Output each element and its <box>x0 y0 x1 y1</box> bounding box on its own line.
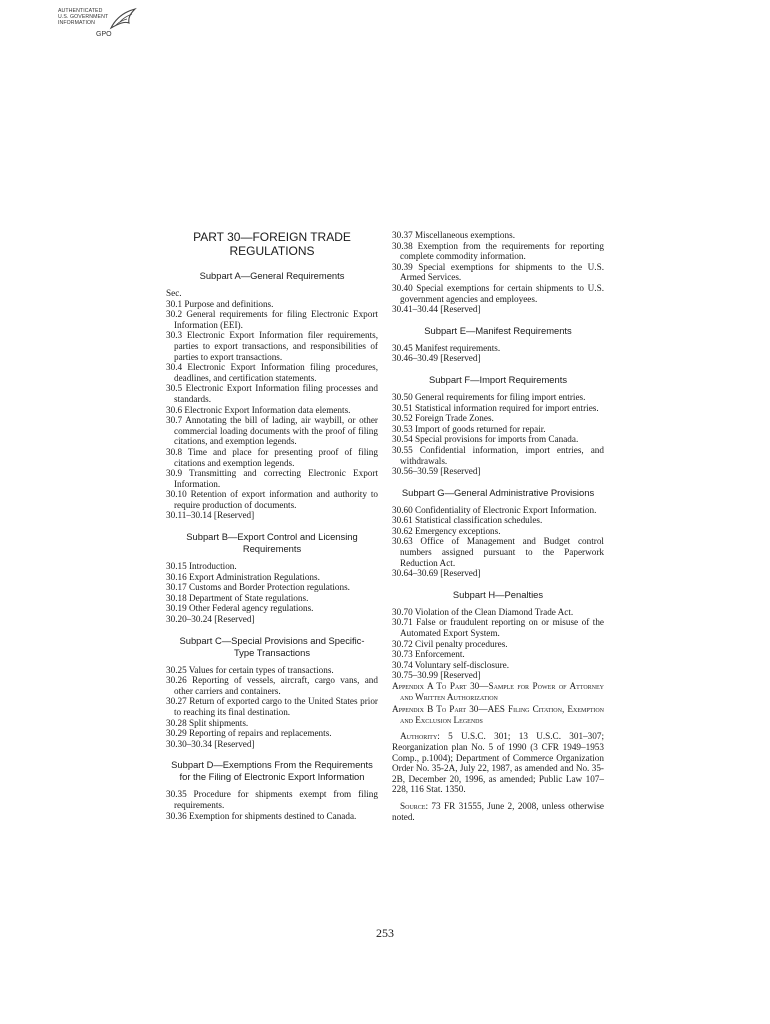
toc-entry: 30.16 Export Administration Regulations. <box>166 571 320 582</box>
toc-entry: 30.46–30.49 [Reserved] <box>392 353 481 364</box>
toc-entry: 30.17 Customs and Border Protection regulations. <box>166 582 350 593</box>
toc-entry: 30.50 General requirements for filing import entries. <box>392 391 586 402</box>
subpart-b-heading: Subpart B—Export Control and Licensing Requirements <box>186 531 358 555</box>
authority-paragraph <box>392 731 604 795</box>
toc-entry: 30.52 Foreign Trade Zones. <box>392 413 494 424</box>
toc-entry: 30.53 Import of goods returned for repair. <box>392 423 546 434</box>
subpart-d-list <box>166 789 378 821</box>
toc-entry: 30.62 Emergency exceptions. <box>392 525 501 536</box>
toc-entry: 30.75–30.99 [Reserved] <box>392 670 481 681</box>
source-text: 73 FR 31555, June 2, 2008, unless otherwise noted. <box>392 800 605 822</box>
part-title-line: PART 30—FOREIGN TRADE <box>193 230 351 244</box>
toc-entry: 30.64–30.69 [Reserved] <box>392 568 481 579</box>
subpart-c-list <box>166 665 378 750</box>
subpart-g-heading: Subpart G—General Administrative Provisions <box>401 486 595 498</box>
appendix-b-entry: Appendix B To Part 30—AES Filing Citation, Exemption and Exclusion Legends <box>392 704 604 725</box>
toc-entry: 30.38 Exemption from the requirements for reporting complete commodity information. <box>392 240 604 262</box>
section-label: Sec. <box>166 288 182 298</box>
authority-text: 5 U.S.C. 301; 13 U.S.C. 301–307; Reorganization plan No. 5 of 1990 (3 CFR 1949–1953 Comp., p.1004); Department of Commerce Organization Order No. 35-2A, July 22, 1987, as amended and No. 35-2B, December 20, 1996, as amended; Public Law 107–228, 116 Stat. 1350. <box>392 731 604 795</box>
toc-entry: 30.70 Violation of the Clean Diamond Trade Act. <box>392 606 574 617</box>
subpart-a-heading: Subpart A—General Requirements <box>199 270 345 281</box>
right-column <box>392 230 604 822</box>
part-title <box>166 230 378 258</box>
toc-entry: 30.30–30.34 [Reserved] <box>166 738 255 749</box>
toc-entry: 30.1 Purpose and definitions. <box>166 298 274 309</box>
toc-entry: 30.25 Values for certain types of transactions. <box>166 664 334 675</box>
toc-entry: 30.39 Special exemptions for shipments to the U.S. Armed Services. <box>392 261 604 283</box>
subpart-e-heading: Subpart E—Manifest Requirements <box>424 324 572 336</box>
toc-entry: 30.45 Manifest requirements. <box>392 342 501 353</box>
subpart-a-list <box>166 299 378 521</box>
subpart-h-heading: Subpart H—Penalties <box>452 588 544 600</box>
toc-entry: 30.10 Retention of export information and authority to require production of documents. <box>166 489 378 510</box>
toc-entry: 30.6 Electronic Export Information data elements. <box>166 404 351 415</box>
page-number: 253 <box>376 926 394 940</box>
toc-entry: 30.56–30.59 [Reserved] <box>392 466 481 477</box>
toc-entry: 30.74 Voluntary self-disclosure. <box>392 659 510 670</box>
toc-entry: 30.4 Electronic Export Information filing procedures, deadlines, and certification statements. <box>166 362 378 383</box>
toc-entry: 30.40 Special exemptions for certain shipments to U.S. government agencies and employees. <box>392 282 604 304</box>
toc-entry: 30.20–30.24 [Reserved] <box>166 614 255 625</box>
toc-entry: 30.35 Procedure for shipments exempt from filing requirements. <box>166 789 378 810</box>
subpart-d-heading: Subpart D—Exemptions From the Requirements for the Filing of Electronic Export Information <box>171 759 373 783</box>
toc-entry: 30.60 Confidentiality of Electronic Export Information. <box>392 504 597 515</box>
toc-entry: 30.37 Miscellaneous exemptions. <box>392 230 515 240</box>
toc-entry: 30.63 Office of Management and Budget control numbers assigned pursuant to the Paperwork Reduction Act. <box>392 536 604 568</box>
left-column <box>166 230 378 821</box>
toc-entry: 30.72 Civil penalty procedures. <box>392 638 508 649</box>
toc-entry: 30.15 Introduction. <box>166 561 237 572</box>
toc-entry: 30.5 Electronic Export Information filing processes and standards. <box>166 383 378 404</box>
subpart-f-list <box>392 392 604 477</box>
toc-entry: 30.8 Time and place for presenting proof of filing citations and exemption legends. <box>166 446 378 468</box>
appendix-a-entry: Appendix A To Part 30—Sample for Power of Attorney and Written Authorization <box>392 681 604 702</box>
source-label: Source: <box>400 800 428 811</box>
subpart-h-list <box>392 607 604 681</box>
subpart-g-list <box>392 505 604 579</box>
toc-entry: 30.3 Electronic Export Information filer requirements, parties to export transactions, and responsibilities of parties to export transactions. <box>166 330 378 362</box>
toc-entry: 30.36 Exemption for shipments destined to Canada. <box>166 810 357 821</box>
subpart-f-heading: Subpart F—Import Requirements <box>428 373 568 385</box>
subpart-e-list <box>392 343 604 364</box>
seal-text-line: U.S. GOVERNMENT <box>58 14 109 20</box>
toc-entry: 30.18 Department of State regulations. <box>166 592 309 603</box>
toc-entry: 30.73 Enforcement. <box>392 649 465 660</box>
subpart-c-heading: Subpart C—Special Provisions and Specific-Type Transactions <box>179 634 365 658</box>
seal-text-line: INFORMATION <box>58 20 96 26</box>
toc-entry: 30.55 Confidential information, import entries, and withdrawals. <box>392 444 604 466</box>
gpo-authentication-seal <box>58 6 140 42</box>
seal-gpo-text: GPO <box>96 31 112 38</box>
toc-entry: 30.27 Return of exported cargo to the United States prior to reaching its final destination. <box>166 696 378 717</box>
toc-entry: 30.26 Reporting of vessels, aircraft, cargo vans, and other carriers and containers. <box>166 675 378 696</box>
part-title-line: REGULATIONS <box>229 244 315 258</box>
toc-entry: 30.2 General requirements for filing Electronic Export Information (EEI). <box>166 309 378 330</box>
subpart-b-list <box>166 561 378 625</box>
toc-entry: 30.51 Statistical information required for import entries. <box>392 402 599 413</box>
toc-entry: 30.61 Statistical classification schedules. <box>392 515 543 526</box>
seal-text-line: AUTHENTICATED <box>58 8 103 14</box>
authority-label: Authority: <box>400 731 440 742</box>
toc-entry: 30.71 False or fraudulent reporting on or misuse of the Automated Export System. <box>392 617 604 639</box>
toc-entry: 30.41–30.44 [Reserved] <box>392 304 481 315</box>
toc-entry: 30.11–30.14 [Reserved] <box>166 510 255 521</box>
toc-entry: 30.19 Other Federal agency regulations. <box>166 603 314 614</box>
toc-entry: 30.29 Reporting of repairs and replacements. <box>166 728 332 739</box>
subpart-d-continued-list <box>392 230 604 315</box>
source-paragraph <box>392 801 604 822</box>
toc-entry: 30.9 Transmitting and correcting Electronic Export Information. <box>166 468 378 489</box>
toc-entry: 30.54 Special provisions for imports from Canada. <box>392 434 579 445</box>
toc-entry: 30.7 Annotating the bill of lading, air waybill, or other commercial loading documents with the proof of filing citations, and exemption legends. <box>166 415 378 447</box>
toc-entry: 30.28 Split shipments. <box>166 717 249 728</box>
eagle-icon <box>108 6 138 36</box>
